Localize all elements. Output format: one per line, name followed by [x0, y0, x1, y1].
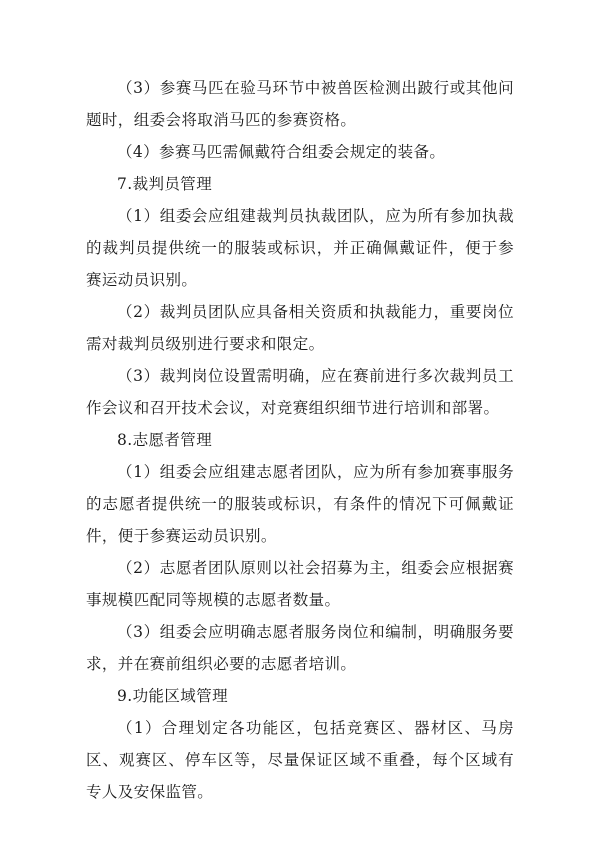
- paragraph-referee-positions: （3）裁判岗位设置需明确，应在赛前进行多次裁判员工作会议和召开技术会议，对竞赛组织细节进行培训和部署。: [86, 367, 514, 417]
- section-heading-functional-area-management: 9.功能区域管理: [117, 687, 228, 705]
- paragraph-horse-equipment: （4）参赛马匹需佩戴符合组委会规定的装备。: [117, 143, 446, 161]
- paragraph-volunteer-training: （3）组委会应明确志愿者服务岗位和编制，明确服务要求，并在赛前组织必要的志愿者培训。: [86, 623, 514, 673]
- paragraph-horse-lameness: （3）参赛马匹在验马环节中被兽医检测出跛行或其他问题时，组委会将取消马匹的参赛资格。: [86, 79, 514, 129]
- section-heading-volunteer-management: 8.志愿者管理: [117, 431, 213, 449]
- paragraph-functional-areas: （1）合理划定各功能区，包括竞赛区、器材区、马房区、观赛区、停车区等，尽量保证区域不重叠，每个区域有专人及安保监管。: [86, 719, 514, 801]
- document-body: [86, 72, 514, 808]
- section-heading-referee-management: 7.裁判员管理: [117, 175, 213, 193]
- paragraph-volunteer-team: （1）组委会应组建志愿者团队，应为所有参加赛事服务的志愿者提供统一的服装或标识，有条件的情况下可佩戴证件，便于参赛运动员识别。: [86, 463, 514, 545]
- paragraph-volunteer-recruitment: （2）志愿者团队原则以社会招募为主，组委会应根据赛事规模匹配同等规模的志愿者数量。: [86, 559, 514, 609]
- paragraph-referee-qualification: （2）裁判员团队应具备相关资质和执裁能力，重要岗位需对裁判员级别进行要求和限定。: [86, 303, 514, 353]
- paragraph-referee-team: （1）组委会应组建裁判员执裁团队，应为所有参加执裁的裁判员提供统一的服装或标识，并正确佩戴证件，便于参赛运动员识别。: [86, 207, 514, 289]
